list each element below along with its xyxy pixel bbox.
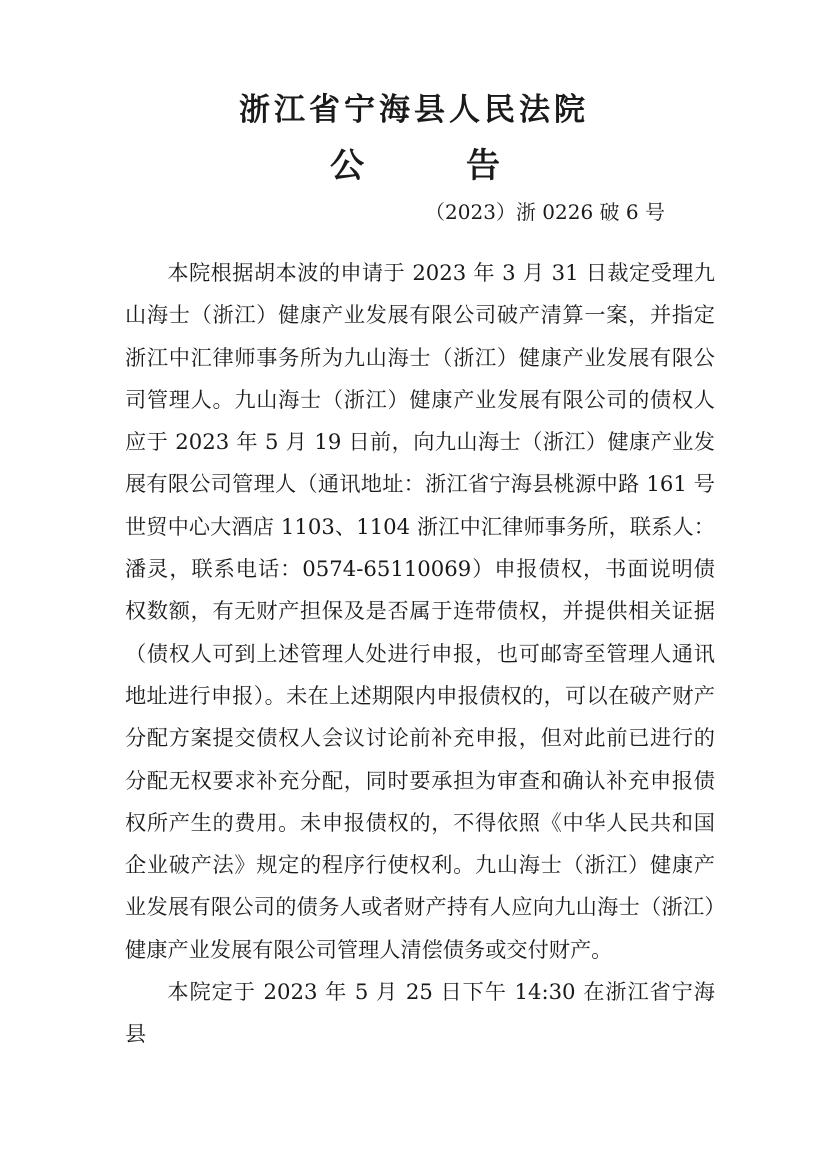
court-name: 浙江省宁海县人民法院 (239, 92, 589, 128)
notice-body (125, 252, 715, 1056)
body-paragraph-2: 本院定于 2023 年 5 月 25 日下午 14:30 在浙江省宁海县 (125, 979, 715, 1047)
notice-title-char-1: 公 (330, 146, 364, 186)
case-number: （2023）浙 0226 破 6 号 (425, 200, 665, 224)
notice-title (330, 142, 500, 190)
notice-title-char-2: 告 (466, 146, 500, 186)
body-paragraph-1: 本院根据胡本波的申请于 2023 年 3 月 31 日裁定受理九山海士（浙江）健康产业发展有限公司破产清算一案，并指定浙江中汇律师事务所为九山海士（浙江）健康产业发展有限公司管理人。九山海士（浙江）健康产业发展有限公司的债权人应于 2023 年 5 月 19 日前，向九山海士（浙江）健康产业发展有限公司管理人（通讯地址：浙江省宁海县桃源中路 161 号世贸中心大酒店 1103、1104 浙江中汇律师事务所，联系人：潘灵，联系电话：0574-65110069）申报债权，书面说明债权数额，有无财产担保及是否属于连带债权，并提供相关证据（债权人可到上述管理人处进行申报，也可邮寄至管理人通讯地址进行申报）。未在上述期限内申报债权的，可以在破产财产分配方案提交债权人会议讨论前补充申报，但对此前已进行的分配无权要求补充分配，同时要承担为审查和确认补充申报债权所产生的费用。未申报债权的，不得依照《中华人民共和国企业破产法》规定的程序行使权利。九山海士（浙江）健康产业发展有限公司的债务人或者财产持有人应向九山海士（浙江）健康产业发展有限公司管理人清偿债务或交付财产。 (125, 260, 715, 962)
